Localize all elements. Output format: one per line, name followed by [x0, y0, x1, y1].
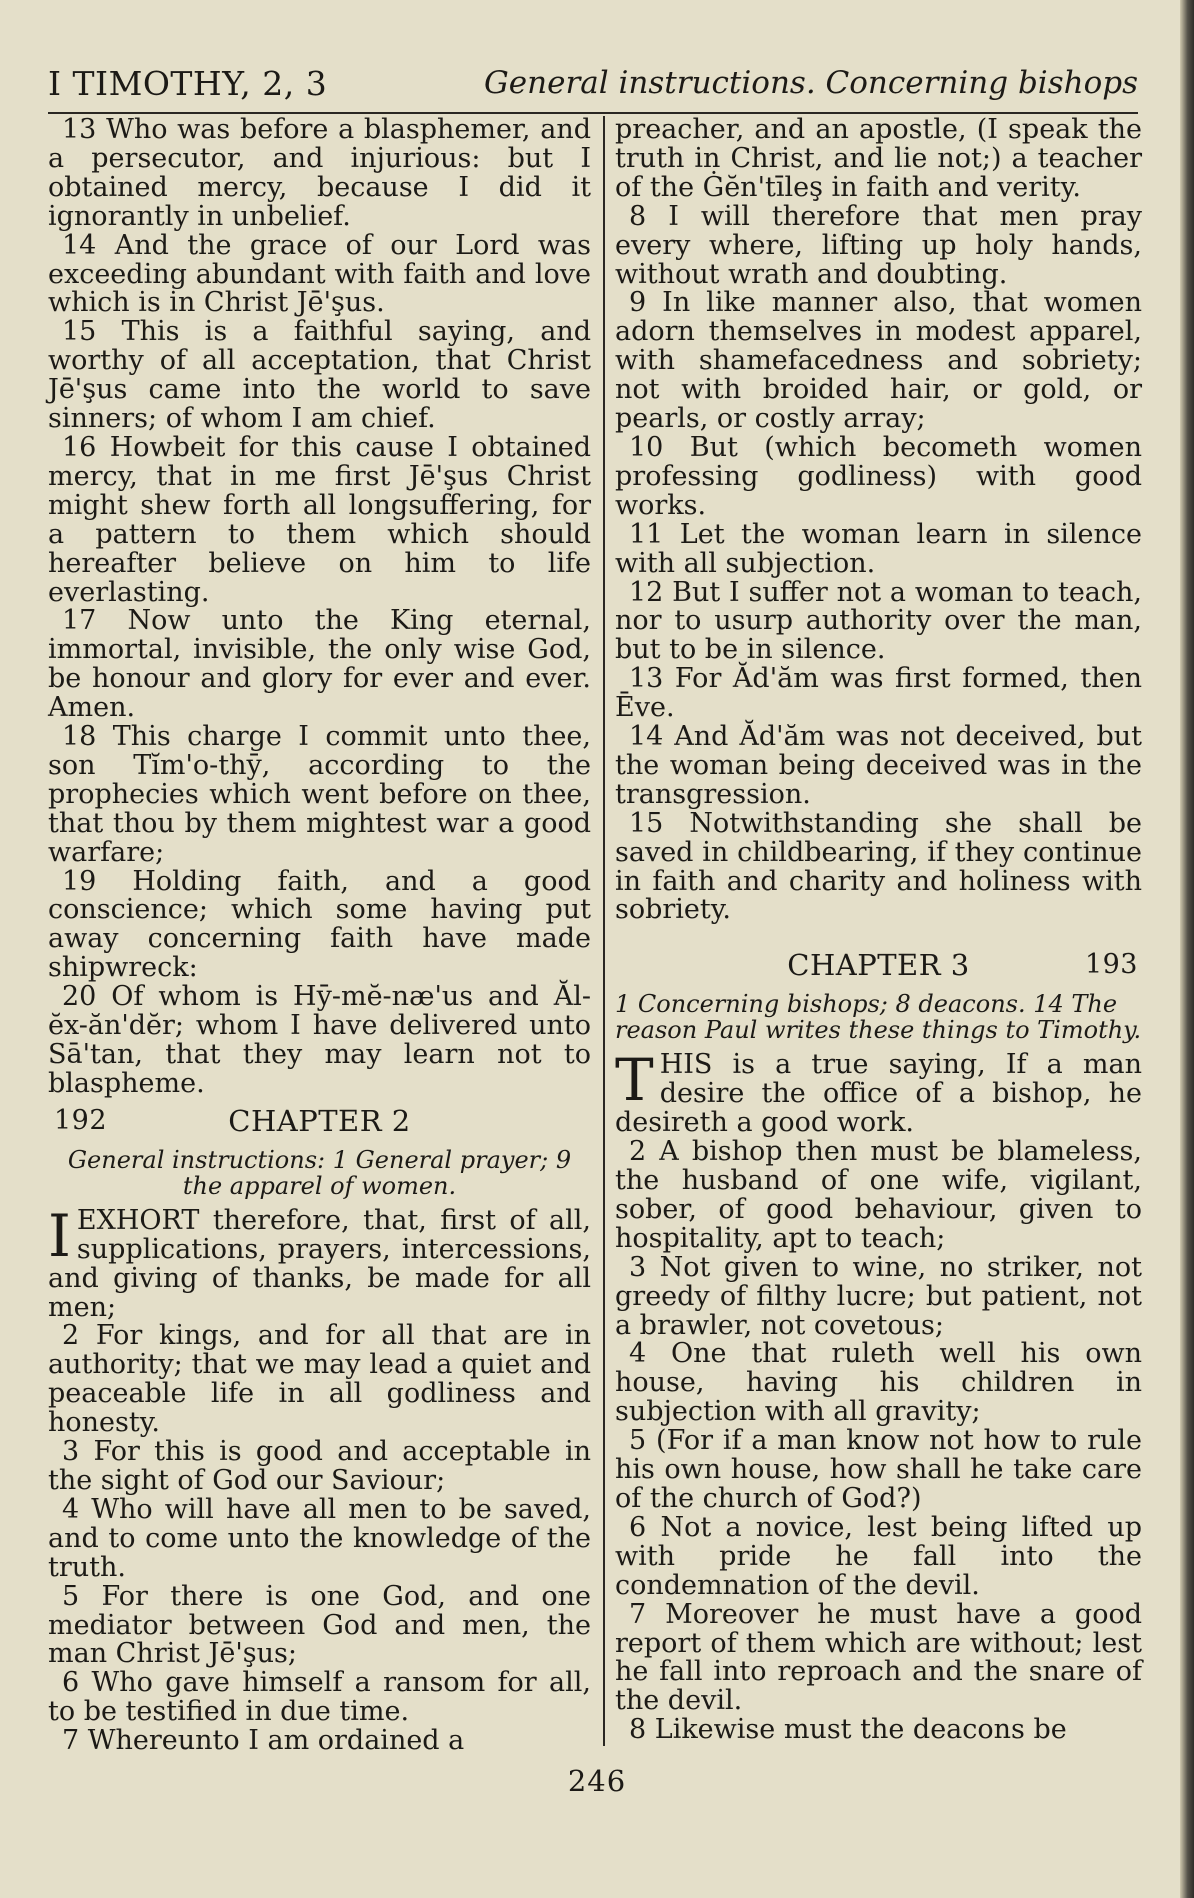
verse: 13 Who was before a blasphemer, and a persecutor, and injurious: but I obtained mercy, because I did it ignorantly in unbelief.: [48, 114, 591, 232]
verse: 14 And the grace of our Lord was exceeding abundant with faith and love which is in Christ Jē'şus.: [48, 229, 591, 319]
page-edge: [1180, 0, 1194, 1898]
opening-verse-text: EXHORT therefore, that, first of all, supplications, prayers, intercessions, and giving of thanks, be made for all men;: [48, 1204, 591, 1323]
verse: 16 Howbeit for this cause I obtained mercy, that in me first Jē'şus Christ might shew forth all longsuffering, for a pattern to them which should hereafter believe on him to life everlasting.: [48, 431, 591, 608]
verse: 10 But (which becometh women professing godliness) with good works.: [615, 431, 1142, 521]
verse: 7 Whereunto I am ordained a: [62, 1725, 465, 1757]
verse-continuation: preacher, and an apostle, (I speak the truth in Christ, and lie not;) a teacher of the Ġĕn'tīleş in faith and verity.: [615, 114, 1142, 203]
page-number: 246: [567, 1764, 627, 1798]
chapter-section-number: 192: [54, 1104, 108, 1136]
verse: 2 A bishop then must be blameless, the husband of one wife, vigilant, sober, of good behaviour, given to hospitality, apt to teach;: [615, 1136, 1142, 1254]
opening-verse-text: HIS is a true saying, If a man desire the office of a bishop, he desireth a good work.: [615, 1049, 1142, 1139]
chapter-section-number: 193: [1084, 949, 1138, 981]
verse: 14 And Ăd'ăm was not deceived, but the woman being deceived was in the transgression.: [615, 721, 1142, 810]
verse: 13 For Ăd'ăm was first formed, then Ēve.: [615, 663, 1142, 724]
header-topic: General instructions. Concerning bishops: [484, 65, 1138, 101]
verse: 5 For there is one God, and one mediator between God and men, the man Christ Jē'şus;: [48, 1580, 591, 1670]
verse: 2 For kings, and for all that are in authority; that we may lead a quiet and peaceable life in all godliness and honesty.: [48, 1320, 591, 1439]
verse: 17 Now unto the King eternal, immortal, invisible, the only wise God, be honour and glory for ever and ever. Amen.: [48, 605, 591, 724]
chapter-summary: 1 Concerning bishops; 8 deacons. 14 The reason Paul writes these things to Timothy.: [615, 990, 1142, 1045]
chapter-opening-verse: [48, 1201, 591, 1323]
right-column: [615, 116, 1142, 1745]
verse: 6 Who gave himself a ransom for all, to be testified in due time.: [48, 1667, 591, 1728]
chapter-heading: [615, 948, 1142, 985]
drop-cap: I: [48, 1201, 71, 1270]
verse: 19 Holding faith, and a good conscience; which some having put away concerning faith have made shipwreck:: [48, 865, 591, 984]
verse: 20 Of whom is Hȳ-mĕ-næ'us and Ăl-ĕx-ăn'dĕr; whom I have delivered unto Sā'tan, that they may learn not to blaspheme.: [48, 981, 591, 1099]
verse: 11 Let the woman learn in silence with all subjection.: [615, 518, 1142, 579]
verse: 15 Notwithstanding she shall be saved in childbearing, if they continue in faith and charity and holiness with sobriety.: [615, 807, 1142, 926]
verse: 18 This charge I commit unto thee, son Tĭm'o-thȳ, according to the prophecies which went before on thee, that thou by them mightest war a good warfare;: [48, 721, 591, 868]
verse: 15 This is a faithful saying, and worthy of all acceptation, that Christ Jē'şus came into the world to save sinners; of whom I am chief.: [48, 316, 591, 435]
verse: 5 (For if a man know not how to rule his own house, how shall he take care of the church of God?): [615, 1425, 1142, 1514]
chapter-title: CHAPTER 2: [228, 1103, 411, 1138]
chapter-opening-verse: [615, 1046, 1142, 1139]
verse: 8 Likewise must the deacons be: [629, 1714, 1067, 1746]
verse: 4 One that ruleth well his own house, having his children in subjection with all gravity;: [615, 1338, 1142, 1428]
verse: 12 But I suffer not a woman to teach, nor to usurp authority over the man, but to be in silence.: [615, 576, 1142, 666]
verse: 3 Not given to wine, no striker, not greedy of filthy lucre; but patient, not a brawler, not covetous;: [615, 1251, 1142, 1341]
verse: 6 Not a novice, lest being lifted up with pride he fall into the condemnation of the devil.: [615, 1511, 1142, 1601]
verse: 8 I will therefore that men pray every where, lifting up holy hands, without wrath and doubting.: [615, 200, 1142, 290]
chapter-heading: [48, 1103, 591, 1141]
running-header: [48, 58, 1138, 108]
verse: 9 In like manner also, that women adorn themselves in modest apparel, with shamefacedness and sobriety; not with broided hair, or gold, or pearls, or costly array;: [615, 287, 1142, 435]
chapter-title: CHAPTER 3: [787, 948, 970, 983]
column-divider: [603, 116, 605, 1746]
drop-cap: T: [615, 1046, 654, 1115]
chapter-summary: General instructions: 1 General prayer; 9 the apparel of women.: [67, 1145, 572, 1200]
verse: 4 Who will have all men to be saved, and to come unto the knowledge of the truth.: [48, 1493, 591, 1583]
verse: 3 For this is good and acceptable in the sight of God our Saviour;: [48, 1436, 591, 1496]
left-column: [48, 116, 591, 1756]
verse: 7 Moreover he must have a good report of them which are without; lest he fall into reproach and the snare of the devil.: [615, 1598, 1142, 1717]
book-reference: I TIMOTHY, 2, 3: [48, 63, 328, 103]
